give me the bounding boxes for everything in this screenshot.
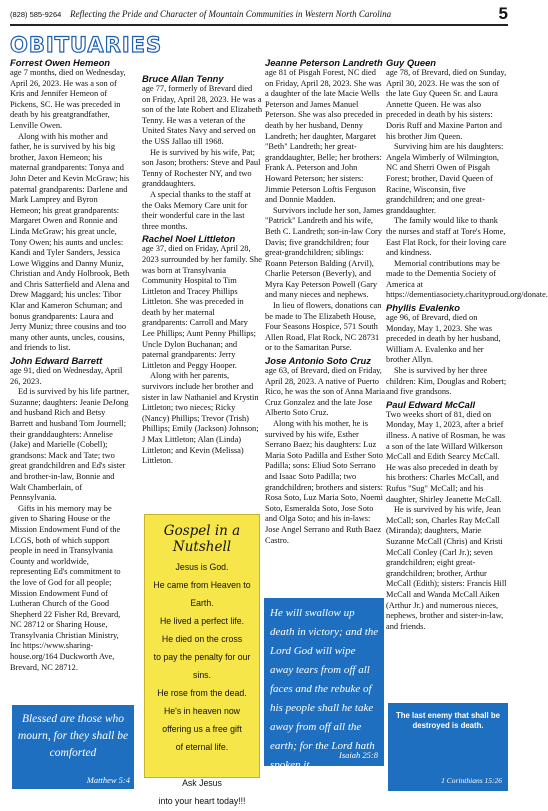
verse-reference: Isaiah 25:8: [339, 750, 378, 760]
page-number: 5: [498, 4, 508, 23]
obituary-name: Paul Edward McCall: [386, 398, 476, 410]
verse-reference: Matthew 5:4: [86, 775, 130, 785]
verse-quote: The last enemy that shall be destroyed is death.: [396, 711, 500, 730]
obituary-paragraph: age 78, of Brevard, died on Sunday, April 30, 2023. He was the son of the late Guy Queen Sr. and Laura Annette Queen. He was also preceded in death by his sisters: Doris Ruff and Maxine Parton and his brother Jim Queen.: [386, 68, 507, 141]
gospel-line: He rose from the dead.: [157, 688, 247, 699]
verse-quote: Blessed are those who mourn, for they shall be comforted: [17, 713, 129, 759]
gospel-line: offering us a free gift: [162, 724, 242, 735]
gospel-line: Ask Jesus: [182, 778, 222, 789]
gospel-line: Jesus is God.: [175, 562, 229, 573]
gospel-line: [150, 757, 255, 775]
gospel-line: He came from Heaven to Earth.: [153, 580, 251, 609]
obituary-paragraph: Ed is survived by his life partner, Suzanne; daughters: Jeanie DeJong and husband Rich and Betsy Barrett and husband Tom Journell; their granddaughters: Annelise (Jake) and Marielle (Cobell); grandsons: Mack and Tate; two great grandchildren and Ed's sister and brother-in-law, Bonnie and Walt Chamberlain, of Pennsylvania.: [10, 387, 130, 503]
obituary-paragraph: age 7 months, died on Wednesday, April 26, 2023. He was a son of Kris and Jennifer Hemeon of Pickens, SC. He was preceded in death by his greatgrandfather, Lenville Owen.: [10, 68, 126, 130]
obituary-column-4: [386, 56, 548, 632]
obituary-paragraph: Survivors include her son, James "Patrick" Landreth and his wife, Beth C. Landreth; son-in-law Cory Davis; five grandchildren; four great-grandchildren; siblings: Roann Peterson Balding (Arvil), Charlie Peterson (Beverly), and Myra Kay Peterson Powell (Gary and many nieces and nephews.: [265, 205, 384, 300]
gospel-box-lines: [150, 559, 255, 811]
obituary-paragraph: The family would like to thank the nurses and staff at Tore's Home, East Flat Rock, for their loving care and kindness.: [386, 216, 507, 258]
obituary-paragraph: Gifts in his memory may be given to Sharing House or the Mission Endowment Fund of the LCGS, both of which support people in need in Transylvania County and worldwide, representing Ed's commitment to the love of God for all people; Mission Endowment Fund of Lutheran Church of the Good Shepherd 22 Fisher Rd, Brevard, NC 28712 or Sharing House, Transylvania Christian Ministry, Inc https://www.sharing-house.org/164 Duckworth Ave, Brevard, NC 28712.: [10, 503, 121, 672]
obituary-paragraph: age 91, died on Wednesday, April 26, 2023.: [10, 366, 123, 386]
header-rule: [10, 24, 508, 26]
obituary-paragraph: age 77, formerly of Brevard died on Friday, April 28, 2023. He was a son of the late Robert and Elizabeth Tenny. He was a veteran of the United States Navy and served on the USS Jallao till 1968.: [142, 84, 263, 146]
gospel-line: into your heart today!!!: [158, 796, 246, 807]
obituary-paragraph: Along with his mother, he is survived by his wife, Esther Serrano Baez; his daughters: Luz Maria Soto Padilla and Esther Soto Padilla; sons: Eliud Soto Serrano and Isaac Soto Padilla; two grandchildren; brothers and sisters: Rosa Soto, Luz Maria Soto, Noemi Soto, Esmeralda Soto, Jose Soto and Olga Soto; and his in-laws: Jose Angel Serrano and Ruth Baez Castro.: [265, 419, 383, 545]
gospel-line: of eternal life.: [175, 742, 229, 753]
obituary-name: Phyllis Evalenko: [386, 302, 460, 314]
gospel-line: to pay the penalty for our sins.: [153, 652, 251, 681]
gospel-line: He's in heaven now: [163, 706, 241, 717]
gospel-box-title: Gospel in a Nutshell: [163, 523, 241, 555]
gospel-line: He died on the cross: [161, 634, 243, 645]
obituary-paragraph: He is survived by his wife, Pat; son Jason; brothers: Steve and Paul Tenny of Rochester NY, and two granddaughters.: [142, 147, 261, 189]
verse-box-isaiah: [264, 598, 384, 771]
obituary-name: Jeanne Peterson Landreth: [265, 57, 383, 68]
obituary-name: Forrest Owen Hemeon: [10, 57, 111, 68]
gospel-nutshell-box: [144, 514, 260, 807]
header-tagline: Reflecting the Pride and Character of Mountain Communities in Western North Carolina: [70, 9, 392, 19]
obituary-paragraph: Along with his mother and father, he is survived by his big brother, Jaxon Hemeon; his maternal grandparents: Tonya and John Deter and Kevin McGraw; his paternal grandparents: Darlene and Mark Lamprey and Byron Hemeon; his great grandparents: Margaret Owen and Ronnie and Linda McGraw; his great uncle, Tony Owen; his aunts and uncles: Kandi and Tyler Sanders, Jessica Lowe Wiggins and Danny Muniz, Christian and Andy Holbrook, Beth and Chris Satterfield and Alena and Drew Maggard; his uncles: Tibor Klar and Kameron Schuman; and bonus grandparents: Laura and Jerry Muniz; three cousins and too many other aunts, uncles, cousins, and friends to list.: [10, 131, 130, 353]
obituary-paragraph: Memorial contributions may be made to the Dementia Society of America at https://dementiasociety.charityproud.org/donate.: [386, 258, 548, 300]
obituary-paragraph: age 37, died on Friday, April 28, 2023 surrounded by her family. She was born at Transylvania Community Hospital to Tim Littleton and Tracey Phillips Littleton. She was preceded in death by her maternal grandparents: Carroll and Mary Lee Phillips; Aunt Penny Phillips; Uncle Dylon Buchanan; and paternal grandparents: Jerry Littleton and Peggy Hooper.: [142, 244, 262, 370]
obituary-column-2: [142, 72, 262, 467]
obituary-name: Guy Queen: [386, 57, 437, 68]
section-title: OBITUARIES: [10, 33, 163, 57]
obituary-paragraph: He is survived by his wife, Jean McCall; son, Charles Ray McCall (Miranda); daughters, Marie Suzanne McCall (Chris) and Kristi McCall Conley (Carl Jr.); seven grandchildren; eight great-grandchildren; brother, Arthur McCall (Edith); sisters: Francis Hill McCall and Wanda McCall Aiken (Arthur Jr.) and numerous nieces, nephews, brother and sister-in-law, and friends.: [386, 505, 507, 631]
obituary-paragraph: A special thanks to the staff at the Oaks Memory Care unit for their wonderful care in the last three months.: [142, 189, 251, 231]
obituary-column-3: [265, 56, 385, 546]
obituary-paragraph: Surviving him are his daughters: Angela Wimberly of Wilmington, NC and Sherri Owen of Pisgah Forest; brother, David Queen of Racine, Wisconsin, five grandchildren; and one great-granddaughter.: [386, 142, 504, 215]
page-header: [10, 4, 508, 23]
obituary-name: Jose Antonio Soto Cruz: [265, 355, 371, 367]
verse-box-corinthians: [388, 703, 508, 791]
obituary-paragraph: age 81 of Pisgah Forest, NC died on Friday, April 28, 2023. She was a daughter of the late Macie Wells Peterson and James Manuel Peterson. She was also preceded in death by her husband, Denny Landreth; her daughter, Margaret "Beth" Landreth; her great-granddaughter, Belle; her brothers: Frank A. Peterson and John Howard Peterson; her sisters: Jimmie Peterson Loftis Ferguson and Donnie Madden.: [265, 68, 383, 205]
obituary-paragraph: age 63, of Brevard, died on Friday, April 28, 2023. A native of Puerto Rico, he was the son of Anna Maria Cruz Gonzalez and the late Jose Alberto Soto Cruz.: [265, 366, 386, 418]
obituary-paragraph: In lieu of flowers, donations can be made to The Elizabeth House, Four Seasons Hospice, 571 South Allen Road, Flat Rock, NC 28731 or to the Samaritan Purse.: [265, 301, 382, 353]
header-phone: (828) 585-9264: [10, 10, 62, 19]
obituary-paragraph: She is survived by her three children: Kim, Douglas and Robert; and five grandsons.: [386, 366, 507, 397]
verse-box-matthew: [12, 705, 134, 789]
obituary-paragraph: Along with her parents, survivors include her brother and sister in law Nathaniel and Krystin Littleton; two nieces; Ricky (Nancy) Phillips; Trevor (Trish) Phillips; Emily (Jackson) Johnson; J Max Littleton; Alan (Linda) Littleton; and Kevin (Melissa) Littleton.: [142, 371, 259, 466]
obituary-paragraph: Two weeks short of 81, died on Monday, May 1, 2023, after a brief illness. A native of Rosman, he was a son of the late Willard Wilkerson McCall and Edith Searcy McCall. He was also preceded in death by his brothers: Charles McCall, and Rufus "Sug" McCall; and his daughter, Shirley Jeanette McCall.: [386, 409, 506, 504]
gospel-line: He lived a perfect life.: [159, 616, 245, 627]
obituary-name: Rachel Noel Littleton: [142, 233, 236, 245]
verse-quote: He will swallow up death in victory; and the Lord God will wipe away tears from off all faces and the rebuke of his people shall he take away from off all the earth; for the Lord hath spoken it.: [270, 607, 379, 771]
obituary-name: Bruce Allan Tenny: [142, 73, 224, 84]
obituary-name: John Edward Barrett: [10, 355, 103, 367]
obituary-paragraph: age 96, of Brevard, died on Monday, May 1, 2023. She was preceded in death by her husband, William A. Evalenko and her brother Allyn.: [386, 313, 501, 365]
verse-reference: 1 Corinthians 15:26: [441, 776, 502, 785]
obituary-column-1: [10, 56, 130, 673]
